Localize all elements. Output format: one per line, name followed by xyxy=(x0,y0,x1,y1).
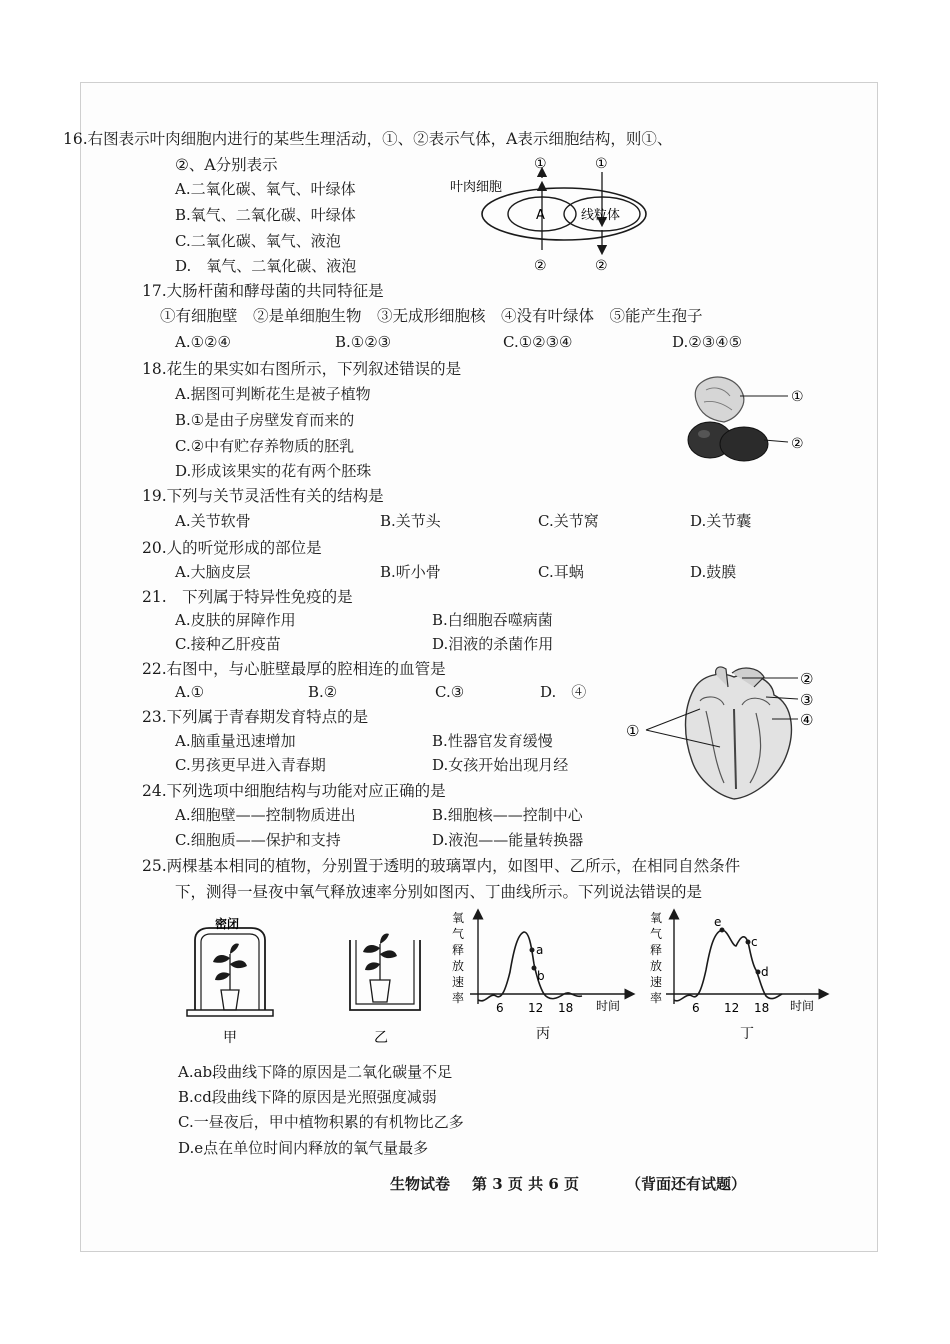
q16-stem-line1: 16.右图表示叶肉细胞内进行的某些生理活动，①、②表示气体，A表示细胞结构，则①、 xyxy=(63,130,673,148)
q25-figure-jia xyxy=(185,918,275,1048)
q25-option-d: D.e点在单位时间内释放的氧气量最多 xyxy=(178,1139,429,1157)
q25-ding-ylabel-4: 放 xyxy=(650,959,663,973)
q25-bing-ylabel-4: 放 xyxy=(452,959,465,973)
q25-caption-ding: 丁 xyxy=(740,1026,754,1042)
q20-option-b: B.听小骨 xyxy=(380,563,441,581)
q25-bing-point-b: b xyxy=(537,969,545,983)
q25-ding-ylabel-6: 率 xyxy=(650,991,663,1005)
q22-heart-figure xyxy=(624,665,824,805)
q18-option-c: C.②中有贮存养物质的胚乳 xyxy=(175,437,355,455)
q25-sealed-label: 密闭 xyxy=(215,917,240,931)
q18-peanut-figure xyxy=(680,370,820,470)
q17-features: ①有细胞壁 ②是单细胞生物 ③无成形细胞核 ④没有叶绿体 ⑤能产生孢子 xyxy=(160,307,703,325)
q25-bing-ylabel-2: 气 xyxy=(452,927,465,941)
q25-option-b: B.cd段曲线下降的原因是光照强度减弱 xyxy=(178,1088,437,1106)
q24-option-a: A.细胞壁——控制物质进出 xyxy=(175,806,356,824)
q23-option-c: C.男孩更早进入青春期 xyxy=(175,756,326,774)
q23-option-a: A.脑重量迅速增加 xyxy=(175,732,296,750)
q23-option-d: D.女孩开始出现月经 xyxy=(432,756,569,774)
q25-bing-ylabel-3: 释 xyxy=(452,943,465,957)
q16-gas2-right: ② xyxy=(595,258,608,274)
q17-option-c: C.①②③④ xyxy=(503,333,573,351)
q16-gas2-left: ② xyxy=(534,258,547,274)
q25-figure-bing xyxy=(450,908,635,1048)
q25-ding-xtick-6: 6 xyxy=(692,1001,700,1015)
q25-bing-ylabel-5: 速 xyxy=(452,975,465,989)
q17-option-b: B.①②③ xyxy=(335,333,392,351)
q21-option-b: B.白细胞吞噬病菌 xyxy=(432,611,553,629)
q23-stem: 23.下列属于青春期发育特点的是 xyxy=(142,708,369,726)
q25-stem-line1: 25.两棵基本相同的植物，分别置于透明的玻璃罩内，如图甲、乙所示，在相同自然条件 xyxy=(142,857,741,875)
q24-option-c: C.细胞质——保护和支持 xyxy=(175,831,341,849)
q18-stem: 18.花生的果实如右图所示，下列叙述错误的是 xyxy=(142,360,462,378)
q25-ding-xtick-18: 18 xyxy=(754,1001,770,1015)
q25-ding-xlabel: 时间 xyxy=(790,999,815,1013)
q25-bing-xtick-18: 18 xyxy=(558,1001,574,1015)
q19-option-c: C.关节窝 xyxy=(538,512,599,530)
q22-label-3: ③ xyxy=(800,691,814,709)
q25-caption-jia: 甲 xyxy=(223,1030,237,1046)
q23-option-b: B.性器官发育缓慢 xyxy=(432,732,553,750)
q25-figure-ding xyxy=(650,908,835,1048)
q25-bing-point-a: a xyxy=(536,943,544,957)
q25-stem-line2: 下，测得一昼夜中氧气释放速率分别如图丙、丁曲线所示。下列说法错误的是 xyxy=(175,883,703,901)
q25-ding-ylabel-3: 释 xyxy=(650,943,663,957)
q25-bing-xlabel: 时间 xyxy=(596,999,621,1013)
q16-gas1-right: ① xyxy=(595,156,608,172)
q25-bing-xtick-12: 12 xyxy=(528,1001,544,1015)
q21-option-d: D.泪液的杀菌作用 xyxy=(432,635,554,653)
q20-stem: 20.人的听觉形成的部位是 xyxy=(142,539,322,557)
q25-caption-bing: 丙 xyxy=(536,1026,550,1042)
q25-ding-ylabel-1: 氧 xyxy=(650,911,663,925)
q18-label-1: ① xyxy=(791,389,804,405)
q22-option-c: C.③ xyxy=(435,683,465,701)
q16-structure-a: A xyxy=(536,208,545,223)
q16-option-a: A.二氧化碳、氧气、叶绿体 xyxy=(175,180,356,198)
q22-label-1: ① xyxy=(626,722,640,740)
q17-stem: 17.大肠杆菌和酵母菌的共同特征是 xyxy=(142,282,384,300)
footer-note: （背面还有试题） xyxy=(626,1175,747,1193)
q25-ding-point-e: e xyxy=(714,915,722,929)
q20-option-d: D.鼓膜 xyxy=(690,563,737,581)
q22-option-d: D. ④ xyxy=(540,683,587,701)
q25-ding-xtick-12: 12 xyxy=(724,1001,740,1015)
q19-option-d: D.关节囊 xyxy=(690,512,752,530)
q21-stem: 21. 下列属于特异性免疫的是 xyxy=(142,588,353,606)
q25-option-c: C.一昼夜后，甲中植物积累的有机物比乙多 xyxy=(178,1113,464,1131)
q19-stem: 19.下列与关节灵活性有关的结构是 xyxy=(142,487,384,505)
q19-option-b: B.关节头 xyxy=(380,512,441,530)
q16-cell-label: 叶肉细胞 xyxy=(450,180,503,195)
footer-subject: 生物试卷 xyxy=(390,1175,451,1193)
q25-ding-point-c: c xyxy=(751,935,758,949)
q16-option-c: C.二氧化碳、氧气、液泡 xyxy=(175,232,341,250)
q22-label-2: ② xyxy=(800,670,814,688)
q25-bing-ylabel-1: 氧 xyxy=(452,911,465,925)
q25-ding-ylabel-5: 速 xyxy=(650,975,663,989)
q18-option-d: D.形成该果实的花有两个胚珠 xyxy=(175,462,372,480)
q25-bing-ylabel-6: 率 xyxy=(452,991,465,1005)
q21-option-c: C.接种乙肝疫苗 xyxy=(175,635,281,653)
q17-option-a: A.①②④ xyxy=(175,333,231,351)
q22-option-a: A.① xyxy=(175,683,205,701)
q21-option-a: A.皮肤的屏障作用 xyxy=(175,611,296,629)
q16-leaf-cell-figure xyxy=(440,150,660,280)
q20-option-c: C.耳蜗 xyxy=(538,563,584,581)
q20-option-a: A.大脑皮层 xyxy=(175,563,251,581)
q16-stem-line2: ②、A分别表示 xyxy=(175,156,278,174)
q22-stem: 22.右图中，与心脏壁最厚的腔相连的血管是 xyxy=(142,660,446,678)
q25-ding-point-d: d xyxy=(761,965,769,979)
q18-option-b: B.①是由子房壁发育而来的 xyxy=(175,411,355,429)
q18-option-a: A.据图可判断花生是被子植物 xyxy=(175,385,371,403)
q24-option-d: D.液泡——能量转换器 xyxy=(432,831,584,849)
q25-caption-yi: 乙 xyxy=(374,1030,388,1046)
q25-figure-yi xyxy=(340,918,430,1048)
q17-option-d: D.②③④⑤ xyxy=(672,333,743,351)
q24-option-b: B.细胞核——控制中心 xyxy=(432,806,583,824)
q25-bing-xtick-6: 6 xyxy=(496,1001,504,1015)
q16-option-d: D. 氧气、二氧化碳、液泡 xyxy=(175,257,357,275)
q24-stem: 24.下列选项中细胞结构与功能对应正确的是 xyxy=(142,782,446,800)
footer-page-number: 第 3 页 共 6 页 xyxy=(472,1175,579,1193)
q25-ding-ylabel-2: 气 xyxy=(650,927,663,941)
q22-label-4: ④ xyxy=(800,711,814,729)
q16-option-b: B.氧气、二氧化碳、叶绿体 xyxy=(175,206,356,224)
q25-option-a: A.ab段曲线下降的原因是二氧化碳量不足 xyxy=(178,1063,453,1081)
q16-gas1-left: ① xyxy=(534,156,547,172)
q19-option-a: A.关节软骨 xyxy=(175,512,251,530)
q16-mitochondria-label: 线粒体 xyxy=(581,208,621,223)
q22-option-b: B.② xyxy=(308,683,338,701)
q18-label-2: ② xyxy=(791,436,804,452)
